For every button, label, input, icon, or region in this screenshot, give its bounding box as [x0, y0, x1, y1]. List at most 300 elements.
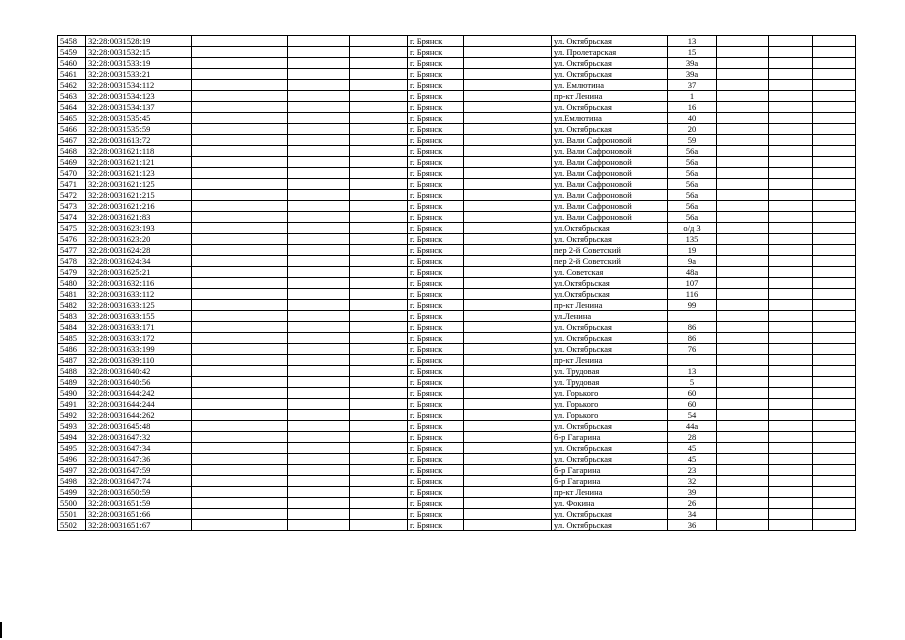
empty-cell	[464, 102, 552, 113]
table-row	[58, 520, 856, 531]
city-cell: г. Брянск	[408, 102, 464, 113]
empty-cell	[717, 135, 769, 146]
empty-cell	[769, 443, 813, 454]
empty-cell	[288, 498, 350, 509]
empty-cell	[769, 487, 813, 498]
street-cell: ул. Горького	[552, 399, 668, 410]
empty-cell	[192, 355, 288, 366]
empty-cell	[464, 388, 552, 399]
table-row	[58, 113, 856, 124]
cadastral-number-cell: 32:28:0031624:28	[86, 245, 192, 256]
empty-cell	[769, 454, 813, 465]
empty-cell	[192, 201, 288, 212]
street-cell: ул. Октябрьская	[552, 421, 668, 432]
empty-cell	[288, 355, 350, 366]
empty-cell	[350, 190, 408, 201]
empty-cell	[288, 476, 350, 487]
row-number-cell: 5479	[58, 267, 86, 278]
house-number-cell: 45	[668, 454, 717, 465]
empty-cell	[288, 311, 350, 322]
empty-cell	[813, 278, 856, 289]
house-number-cell	[668, 311, 717, 322]
empty-cell	[464, 223, 552, 234]
empty-cell	[717, 509, 769, 520]
cadastral-number-cell: 32:28:0031633:125	[86, 300, 192, 311]
table-row	[58, 432, 856, 443]
city-cell: г. Брянск	[408, 476, 464, 487]
street-cell: ул.Октябрьская	[552, 289, 668, 300]
city-cell: г. Брянск	[408, 443, 464, 454]
empty-cell	[464, 487, 552, 498]
table-row	[58, 168, 856, 179]
empty-cell	[464, 201, 552, 212]
cadastral-number-cell: 32:28:0031535:45	[86, 113, 192, 124]
table-row	[58, 256, 856, 267]
house-number-cell: 56а	[668, 146, 717, 157]
empty-cell	[717, 311, 769, 322]
empty-cell	[350, 300, 408, 311]
table-row	[58, 498, 856, 509]
table-row	[58, 278, 856, 289]
house-number-cell: 45	[668, 443, 717, 454]
row-number-cell: 5459	[58, 47, 86, 58]
empty-cell	[288, 58, 350, 69]
house-number-cell: 32	[668, 476, 717, 487]
street-cell: ул. Вали Сафроновой	[552, 190, 668, 201]
empty-cell	[769, 157, 813, 168]
table-row	[58, 410, 856, 421]
row-number-cell: 5483	[58, 311, 86, 322]
empty-cell	[464, 377, 552, 388]
city-cell: г. Брянск	[408, 223, 464, 234]
cadastral-number-cell: 32:28:0031533:21	[86, 69, 192, 80]
empty-cell	[192, 366, 288, 377]
empty-cell	[813, 344, 856, 355]
house-number-cell: 99	[668, 300, 717, 311]
row-number-cell: 5478	[58, 256, 86, 267]
table-row	[58, 399, 856, 410]
empty-cell	[717, 289, 769, 300]
row-number-cell: 5484	[58, 322, 86, 333]
empty-cell	[350, 234, 408, 245]
city-cell: г. Брянск	[408, 344, 464, 355]
cadastral-number-cell: 32:28:0031623:20	[86, 234, 192, 245]
empty-cell	[769, 69, 813, 80]
city-cell: г. Брянск	[408, 91, 464, 102]
table-row	[58, 245, 856, 256]
house-number-cell: 39а	[668, 58, 717, 69]
house-number-cell: 60	[668, 388, 717, 399]
empty-cell	[813, 212, 856, 223]
city-cell: г. Брянск	[408, 267, 464, 278]
row-number-cell: 5485	[58, 333, 86, 344]
empty-cell	[192, 80, 288, 91]
empty-cell	[350, 69, 408, 80]
empty-cell	[769, 377, 813, 388]
house-number-cell: 37	[668, 80, 717, 91]
empty-cell	[350, 113, 408, 124]
empty-cell	[717, 476, 769, 487]
empty-cell	[288, 443, 350, 454]
row-number-cell: 5471	[58, 179, 86, 190]
empty-cell	[813, 168, 856, 179]
cadastral-number-cell: 32:28:0031647:36	[86, 454, 192, 465]
street-cell: ул. Трудовая	[552, 366, 668, 377]
empty-cell	[769, 300, 813, 311]
empty-cell	[192, 69, 288, 80]
empty-cell	[464, 113, 552, 124]
empty-cell	[288, 465, 350, 476]
empty-cell	[192, 113, 288, 124]
empty-cell	[717, 58, 769, 69]
row-number-cell: 5468	[58, 146, 86, 157]
empty-cell	[717, 410, 769, 421]
empty-cell	[350, 355, 408, 366]
empty-cell	[192, 256, 288, 267]
empty-cell	[288, 47, 350, 58]
empty-cell	[813, 377, 856, 388]
empty-cell	[464, 267, 552, 278]
empty-cell	[464, 454, 552, 465]
empty-cell	[192, 234, 288, 245]
table-row	[58, 58, 856, 69]
empty-cell	[717, 366, 769, 377]
row-number-cell: 5498	[58, 476, 86, 487]
cadastral-number-cell: 32:28:0031647:59	[86, 465, 192, 476]
street-cell: ул. Советская	[552, 267, 668, 278]
empty-cell	[813, 465, 856, 476]
empty-cell	[813, 498, 856, 509]
table-row	[58, 355, 856, 366]
house-number-cell: 28	[668, 432, 717, 443]
cadastral-number-cell: 32:28:0031647:34	[86, 443, 192, 454]
city-cell: г. Брянск	[408, 509, 464, 520]
empty-cell	[813, 102, 856, 113]
empty-cell	[350, 146, 408, 157]
row-number-cell: 5482	[58, 300, 86, 311]
empty-cell	[350, 399, 408, 410]
empty-cell	[192, 388, 288, 399]
empty-cell	[717, 234, 769, 245]
empty-cell	[464, 157, 552, 168]
row-number-cell: 5499	[58, 487, 86, 498]
empty-cell	[350, 366, 408, 377]
empty-cell	[350, 157, 408, 168]
empty-cell	[717, 278, 769, 289]
cadastral-number-cell: 32:28:0031644:242	[86, 388, 192, 399]
empty-cell	[350, 388, 408, 399]
empty-cell	[769, 476, 813, 487]
city-cell: г. Брянск	[408, 179, 464, 190]
empty-cell	[350, 256, 408, 267]
empty-cell	[192, 454, 288, 465]
house-number-cell: 86	[668, 333, 717, 344]
empty-cell	[769, 58, 813, 69]
empty-cell	[813, 113, 856, 124]
cadastral-number-cell: 32:28:0031621:215	[86, 190, 192, 201]
row-number-cell: 5502	[58, 520, 86, 531]
house-number-cell: 26	[668, 498, 717, 509]
empty-cell	[717, 223, 769, 234]
empty-cell	[464, 58, 552, 69]
house-number-cell: 20	[668, 124, 717, 135]
empty-cell	[717, 267, 769, 278]
empty-cell	[464, 520, 552, 531]
empty-cell	[769, 278, 813, 289]
empty-cell	[813, 223, 856, 234]
empty-cell	[769, 102, 813, 113]
empty-cell	[288, 377, 350, 388]
empty-cell	[350, 432, 408, 443]
row-number-cell: 5489	[58, 377, 86, 388]
empty-cell	[717, 179, 769, 190]
empty-cell	[464, 366, 552, 377]
cadastral-number-cell: 32:28:0031651:66	[86, 509, 192, 520]
empty-cell	[813, 245, 856, 256]
empty-cell	[288, 421, 350, 432]
empty-cell	[464, 421, 552, 432]
empty-cell	[464, 289, 552, 300]
city-cell: г. Брянск	[408, 322, 464, 333]
table-row	[58, 454, 856, 465]
table-row	[58, 47, 856, 58]
street-cell: ул. Фокина	[552, 498, 668, 509]
empty-cell	[717, 102, 769, 113]
table-row	[58, 421, 856, 432]
house-number-cell: 1	[668, 91, 717, 102]
empty-cell	[192, 432, 288, 443]
empty-cell	[813, 91, 856, 102]
house-number-cell: 56а	[668, 190, 717, 201]
empty-cell	[192, 509, 288, 520]
city-cell: г. Брянск	[408, 69, 464, 80]
empty-cell	[464, 355, 552, 366]
street-cell: ул. Вали Сафроновой	[552, 212, 668, 223]
house-number-cell: 19	[668, 245, 717, 256]
cadastral-number-cell: 32:28:0031633:112	[86, 289, 192, 300]
house-number-cell: 86	[668, 322, 717, 333]
empty-cell	[192, 520, 288, 531]
cadastral-number-cell: 32:28:0031645:48	[86, 421, 192, 432]
empty-cell	[769, 498, 813, 509]
row-number-cell: 5462	[58, 80, 86, 91]
cadastral-number-cell: 32:28:0031644:244	[86, 399, 192, 410]
empty-cell	[192, 289, 288, 300]
city-cell: г. Брянск	[408, 410, 464, 421]
empty-cell	[350, 498, 408, 509]
empty-cell	[350, 124, 408, 135]
house-number-cell: 59	[668, 135, 717, 146]
empty-cell	[192, 421, 288, 432]
cadastral-number-cell: 32:28:0031621:123	[86, 168, 192, 179]
empty-cell	[192, 91, 288, 102]
empty-cell	[288, 69, 350, 80]
row-number-cell: 5490	[58, 388, 86, 399]
empty-cell	[813, 124, 856, 135]
empty-cell	[717, 124, 769, 135]
empty-cell	[288, 146, 350, 157]
table-row	[58, 487, 856, 498]
city-cell: г. Брянск	[408, 47, 464, 58]
empty-cell	[350, 454, 408, 465]
empty-cell	[769, 113, 813, 124]
empty-cell	[288, 135, 350, 146]
empty-cell	[717, 201, 769, 212]
empty-cell	[813, 366, 856, 377]
empty-cell	[288, 432, 350, 443]
empty-cell	[288, 124, 350, 135]
row-number-cell: 5487	[58, 355, 86, 366]
empty-cell	[717, 399, 769, 410]
empty-cell	[464, 410, 552, 421]
row-number-cell: 5467	[58, 135, 86, 146]
empty-cell	[717, 454, 769, 465]
empty-cell	[350, 443, 408, 454]
cadastral-number-cell: 32:28:0031621:118	[86, 146, 192, 157]
empty-cell	[717, 498, 769, 509]
row-number-cell: 5491	[58, 399, 86, 410]
street-cell: ул. Вали Сафроновой	[552, 135, 668, 146]
cadastral-number-cell: 32:28:0031650:59	[86, 487, 192, 498]
house-number-cell: 56а	[668, 157, 717, 168]
empty-cell	[813, 333, 856, 344]
cadastral-number-cell: 32:28:0031534:123	[86, 91, 192, 102]
empty-cell	[813, 80, 856, 91]
table-row	[58, 157, 856, 168]
city-cell: г. Брянск	[408, 80, 464, 91]
empty-cell	[464, 443, 552, 454]
empty-cell	[813, 190, 856, 201]
empty-cell	[350, 201, 408, 212]
empty-cell	[464, 124, 552, 135]
empty-cell	[288, 410, 350, 421]
table-row	[58, 91, 856, 102]
street-cell: пр-кт Ленина	[552, 300, 668, 311]
row-number-cell: 5461	[58, 69, 86, 80]
empty-cell	[288, 179, 350, 190]
street-cell: ул. Горького	[552, 410, 668, 421]
row-number-cell: 5497	[58, 465, 86, 476]
empty-cell	[813, 201, 856, 212]
row-number-cell: 5493	[58, 421, 86, 432]
empty-cell	[717, 344, 769, 355]
table-row	[58, 344, 856, 355]
empty-cell	[813, 388, 856, 399]
empty-cell	[717, 245, 769, 256]
city-cell: г. Брянск	[408, 300, 464, 311]
empty-cell	[464, 36, 552, 47]
city-cell: г. Брянск	[408, 355, 464, 366]
empty-cell	[769, 399, 813, 410]
empty-cell	[813, 47, 856, 58]
house-number-cell: 56а	[668, 212, 717, 223]
empty-cell	[192, 399, 288, 410]
row-number-cell: 5486	[58, 344, 86, 355]
cadastral-number-cell: 32:28:0031621:121	[86, 157, 192, 168]
street-cell: ул. Октябрьская	[552, 69, 668, 80]
empty-cell	[464, 212, 552, 223]
cadastral-number-cell: 32:28:0031647:74	[86, 476, 192, 487]
row-number-cell: 5463	[58, 91, 86, 102]
empty-cell	[192, 487, 288, 498]
empty-cell	[288, 289, 350, 300]
city-cell: г. Брянск	[408, 421, 464, 432]
empty-cell	[288, 80, 350, 91]
street-cell: ул. Емлютина	[552, 80, 668, 91]
empty-cell	[288, 399, 350, 410]
table-row	[58, 443, 856, 454]
empty-cell	[464, 432, 552, 443]
house-number-cell	[668, 355, 717, 366]
empty-cell	[717, 333, 769, 344]
house-number-cell: 40	[668, 113, 717, 124]
empty-cell	[192, 102, 288, 113]
empty-cell	[350, 267, 408, 278]
empty-cell	[769, 410, 813, 421]
row-number-cell: 5495	[58, 443, 86, 454]
empty-cell	[464, 80, 552, 91]
house-number-cell: 36	[668, 520, 717, 531]
cadastral-number-cell: 32:28:0031623:193	[86, 223, 192, 234]
empty-cell	[769, 190, 813, 201]
empty-cell	[464, 168, 552, 179]
row-number-cell: 5492	[58, 410, 86, 421]
empty-cell	[769, 366, 813, 377]
street-cell: ул. Октябрьская	[552, 344, 668, 355]
empty-cell	[769, 223, 813, 234]
empty-cell	[769, 509, 813, 520]
empty-cell	[717, 432, 769, 443]
table-row	[58, 322, 856, 333]
empty-cell	[350, 179, 408, 190]
empty-cell	[192, 333, 288, 344]
row-number-cell: 5470	[58, 168, 86, 179]
street-cell: ул.Октябрьская	[552, 223, 668, 234]
cadastral-number-cell: 32:28:0031621:125	[86, 179, 192, 190]
street-cell: ул. Вали Сафроновой	[552, 146, 668, 157]
table-row	[58, 201, 856, 212]
empty-cell	[288, 245, 350, 256]
cadastral-number-cell: 32:28:0031633:155	[86, 311, 192, 322]
cadastral-number-cell: 32:28:0031624:34	[86, 256, 192, 267]
empty-cell	[717, 69, 769, 80]
empty-cell	[813, 58, 856, 69]
empty-cell	[192, 267, 288, 278]
empty-cell	[288, 388, 350, 399]
cadastral-number-cell: 32:28:0031632:116	[86, 278, 192, 289]
empty-cell	[464, 311, 552, 322]
empty-cell	[350, 344, 408, 355]
empty-cell	[717, 190, 769, 201]
street-cell: пр-кт Ленина	[552, 91, 668, 102]
empty-cell	[350, 377, 408, 388]
registry-table	[57, 35, 856, 531]
empty-cell	[350, 168, 408, 179]
row-number-cell: 5473	[58, 201, 86, 212]
empty-cell	[769, 421, 813, 432]
street-cell: ул. Октябрьская	[552, 443, 668, 454]
city-cell: г. Брянск	[408, 201, 464, 212]
empty-cell	[288, 234, 350, 245]
empty-cell	[769, 124, 813, 135]
row-number-cell: 5496	[58, 454, 86, 465]
street-cell: ул. Вали Сафроновой	[552, 179, 668, 190]
empty-cell	[350, 223, 408, 234]
empty-cell	[464, 245, 552, 256]
empty-cell	[288, 520, 350, 531]
empty-cell	[288, 113, 350, 124]
empty-cell	[464, 333, 552, 344]
